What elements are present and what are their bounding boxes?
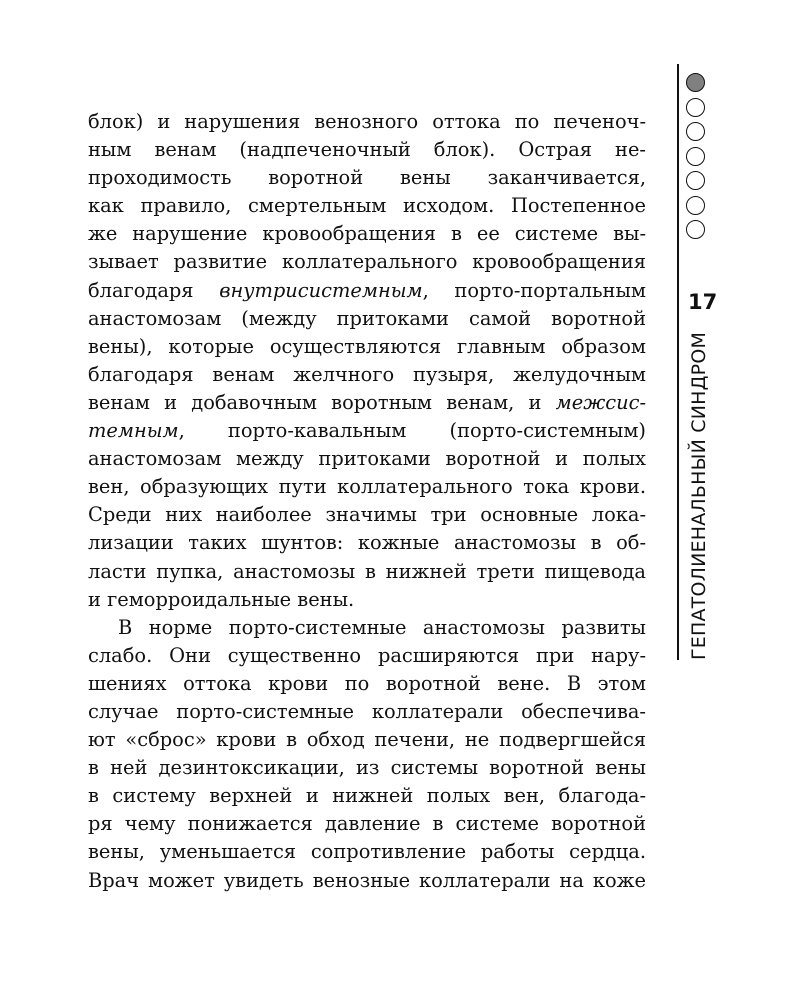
text-segment: зывает развитие коллатерального кровообращения [88, 250, 646, 274]
text-segment: В норме порто-системные анастомозы развиты [118, 615, 646, 639]
text-segment: ют «сброс» крови в обход печени, не подвергшейся [88, 728, 646, 752]
text-line [88, 810, 646, 838]
text-segment: благодаря венам желчного пузыря, желудочным [88, 362, 646, 386]
text-line [88, 642, 646, 670]
text-segment: благодаря [88, 278, 220, 302]
text-line [88, 445, 646, 473]
running-chapter-title: ГЕПАТОЛИЕНАЛЬНЫЙ СИНДРОМ [688, 331, 710, 660]
text-segment: Врач может увидеть венозные коллатерали на коже [88, 868, 646, 892]
text-line [88, 248, 646, 276]
text-segment: ря чему понижается давление в системе воротной [88, 812, 646, 836]
text-line [88, 389, 646, 417]
text-line [88, 164, 646, 192]
text-segment: вен, образующих пути коллатерального тока крови. [88, 475, 646, 499]
text-line [88, 305, 646, 333]
text-line [88, 417, 646, 445]
text-segment: , порто-кавальным (порто-системным) [178, 419, 646, 443]
italic-term: межсис- [555, 390, 646, 414]
chapter-progress-markers [686, 73, 710, 245]
text-line [88, 838, 646, 866]
text-segment: в систему верхней и нижней полых вен, благода- [88, 784, 646, 808]
side-rule [677, 64, 679, 660]
text-line [88, 361, 646, 389]
text-line [88, 586, 646, 614]
page-number: 17 [688, 290, 718, 314]
text-line [88, 867, 646, 895]
text-segment: ласти пупка, анастомозы в нижней трети пищевода [88, 559, 646, 583]
text-line [88, 670, 646, 698]
text-line [88, 277, 646, 305]
text-segment: , порто-портальным [422, 278, 646, 302]
italic-term: внутрисистемным [219, 278, 423, 302]
text-segment: проходимость воротной вены заканчивается, [88, 166, 646, 190]
chapter-marker-empty-icon [686, 98, 705, 117]
chapter-marker-empty-icon [686, 220, 705, 239]
text-segment: в ней дезинтоксикации, из системы воротной вены [88, 756, 646, 780]
text-segment: случае порто-системные коллатерали обеспечива- [88, 699, 646, 723]
text-segment: шениях оттока крови по воротной вене. В этом [88, 671, 646, 695]
text-line [88, 501, 646, 529]
chapter-marker-filled-icon [686, 73, 705, 92]
text-segment: венам и добавочным воротным венам, и [88, 390, 556, 414]
text-segment: слабо. Они существенно расширяются при нару- [88, 643, 646, 667]
text-line [88, 698, 646, 726]
text-segment: лизации таких шунтов: кожные анастомозы в об- [88, 531, 646, 555]
text-segment: вены), которые осуществляются главным образом [88, 334, 646, 358]
text-line [88, 614, 646, 642]
text-segment: и геморроидальные вены. [88, 587, 355, 611]
chapter-marker-empty-icon [686, 196, 705, 215]
text-line [88, 108, 646, 136]
text-segment: Среди них наиболее значимы три основные лока- [88, 503, 646, 527]
chapter-marker-empty-icon [686, 122, 705, 141]
text-line [88, 473, 646, 501]
text-line [88, 558, 646, 586]
text-segment: ным венам (надпеченочный блок). Острая не- [88, 138, 646, 162]
text-segment: вены, уменьшается сопротивление работы сердца. [88, 840, 646, 864]
text-segment: же нарушение кровообращения в ее системе вы- [88, 222, 646, 246]
text-line [88, 136, 646, 164]
italic-term: темным [88, 419, 179, 443]
text-line [88, 726, 646, 754]
text-line [88, 192, 646, 220]
text-segment: как правило, смертельным исходом. Постепенное [88, 194, 646, 218]
text-line [88, 220, 646, 248]
chapter-marker-empty-icon [686, 147, 705, 166]
text-line [88, 333, 646, 361]
body-text [88, 108, 646, 895]
text-line [88, 782, 646, 810]
text-segment: блок) и нарушения венозного оттока по печеноч- [88, 110, 646, 133]
chapter-marker-empty-icon [686, 171, 705, 190]
text-segment: анастомозам (между притоками самой воротной [88, 306, 646, 330]
text-segment: анастомозам между притоками воротной и полых [88, 447, 646, 471]
text-line [88, 529, 646, 557]
text-line [88, 754, 646, 782]
